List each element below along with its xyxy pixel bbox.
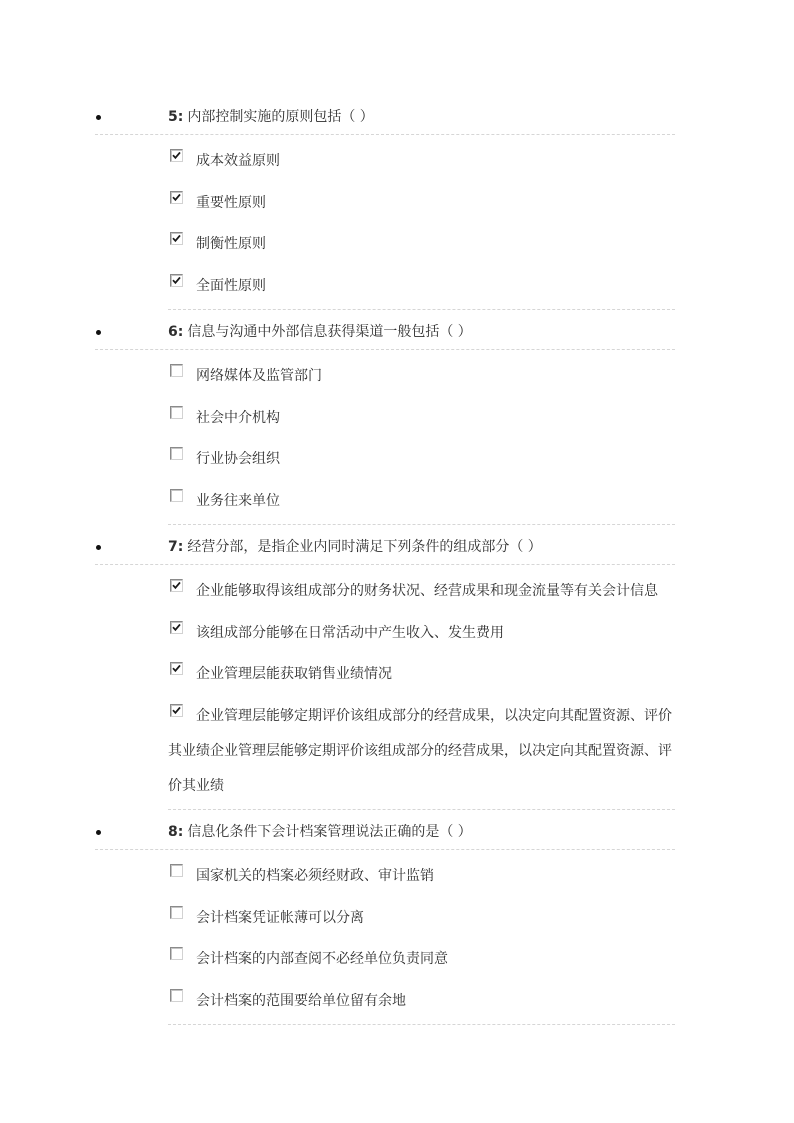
bullet-icon bbox=[96, 330, 101, 335]
bullet-icon bbox=[96, 115, 101, 120]
question-header bbox=[95, 537, 675, 565]
bullet-icon bbox=[96, 545, 101, 550]
option-item[interactable] bbox=[168, 939, 675, 981]
checkbox-icon[interactable] bbox=[170, 989, 183, 1002]
option-item[interactable] bbox=[168, 356, 675, 398]
question-text: 信息化条件下会计档案管理说法正确的是（ ） bbox=[187, 824, 472, 840]
checkbox-icon[interactable] bbox=[170, 947, 183, 960]
checkmark-icon bbox=[171, 705, 182, 716]
checkmark-icon bbox=[171, 275, 182, 286]
question-text: 信息与沟通中外部信息获得渠道一般包括（ ） bbox=[187, 324, 472, 340]
checkbox-icon[interactable] bbox=[170, 149, 183, 162]
option-item[interactable] bbox=[168, 981, 675, 1023]
option-label: 该组成部分能够在日常活动中产生收入、发生费用 bbox=[196, 624, 504, 641]
checkbox-icon[interactable] bbox=[170, 621, 183, 634]
option-item[interactable] bbox=[168, 439, 675, 481]
option-item[interactable] bbox=[168, 141, 675, 183]
option-label: 企业能够取得该组成部分的财务状况、经营成果和现金流量等有关会计信息 bbox=[196, 583, 658, 600]
option-label: 重要性原则 bbox=[196, 194, 266, 211]
option-label: 国家机关的档案必须经财政、审计监销 bbox=[196, 868, 434, 885]
checkmark-icon bbox=[171, 192, 182, 203]
option-label: 成本效益原则 bbox=[196, 153, 280, 170]
question-5 bbox=[95, 107, 675, 310]
option-label: 全面性原则 bbox=[196, 277, 266, 294]
option-item[interactable] bbox=[168, 898, 675, 940]
checkbox-icon[interactable] bbox=[170, 704, 183, 717]
question-number: 7: bbox=[168, 539, 184, 555]
option-label: 会计档案凭证帐薄可以分离 bbox=[196, 909, 364, 926]
checkbox-icon[interactable] bbox=[170, 232, 183, 245]
question-header bbox=[95, 322, 675, 350]
checkbox-icon[interactable] bbox=[170, 364, 183, 377]
checkbox-icon[interactable] bbox=[170, 274, 183, 287]
option-item[interactable] bbox=[168, 654, 675, 696]
question-7 bbox=[95, 537, 675, 810]
checkmark-icon bbox=[171, 580, 182, 591]
question-8 bbox=[95, 822, 675, 1025]
question-6 bbox=[95, 322, 675, 525]
option-item[interactable] bbox=[168, 571, 675, 613]
option-item[interactable] bbox=[168, 481, 675, 523]
question-number: 8: bbox=[168, 824, 184, 840]
option-item[interactable] bbox=[168, 266, 675, 308]
option-item[interactable] bbox=[168, 398, 675, 440]
option-item[interactable] bbox=[168, 856, 675, 898]
checkmark-icon bbox=[171, 663, 182, 674]
option-item[interactable] bbox=[168, 183, 675, 225]
checkbox-icon[interactable] bbox=[170, 662, 183, 675]
option-label: 行业协会组织 bbox=[196, 451, 280, 468]
checkbox-icon[interactable] bbox=[170, 579, 183, 592]
option-label: 社会中介机构 bbox=[196, 409, 280, 426]
options-list bbox=[168, 350, 675, 525]
question-header bbox=[95, 107, 675, 135]
option-label: 制衡性原则 bbox=[196, 236, 266, 253]
quiz-list bbox=[95, 107, 675, 1025]
bullet-icon bbox=[96, 830, 101, 835]
checkbox-icon[interactable] bbox=[170, 906, 183, 919]
option-label: 会计档案的内部查阅不必经单位负责同意 bbox=[196, 951, 448, 968]
option-label: 会计档案的范围要给单位留有余地 bbox=[196, 992, 406, 1009]
question-number: 5: bbox=[168, 109, 184, 125]
options-list bbox=[168, 850, 675, 1025]
option-label: 业务往来单位 bbox=[196, 492, 280, 509]
option-item[interactable] bbox=[168, 613, 675, 655]
options-list bbox=[168, 565, 675, 810]
checkbox-icon[interactable] bbox=[170, 191, 183, 204]
checkbox-icon[interactable] bbox=[170, 406, 183, 419]
option-label: 企业管理层能够定期评价该组成部分的经营成果，以决定向其配置资源、评价其业绩企业管理层能够定期评价该组成部分的经营成果，以决定向其配置资源、评价其业绩 bbox=[168, 707, 672, 794]
options-list bbox=[168, 135, 675, 310]
question-text: 经营分部，是指企业内同时满足下列条件的组成部分（ ） bbox=[187, 539, 542, 555]
checkbox-icon[interactable] bbox=[170, 489, 183, 502]
question-header bbox=[95, 822, 675, 850]
option-item[interactable] bbox=[168, 224, 675, 266]
question-text: 内部控制实施的原则包括（ ） bbox=[187, 109, 374, 125]
checkmark-icon bbox=[171, 233, 182, 244]
checkmark-icon bbox=[171, 622, 182, 633]
checkbox-icon[interactable] bbox=[170, 447, 183, 460]
option-item[interactable] bbox=[168, 696, 675, 808]
checkmark-icon bbox=[171, 150, 182, 161]
question-number: 6: bbox=[168, 324, 184, 340]
checkbox-icon[interactable] bbox=[170, 864, 183, 877]
option-label: 网络媒体及监管部门 bbox=[196, 368, 322, 385]
option-label: 企业管理层能获取销售业绩情况 bbox=[196, 666, 392, 683]
